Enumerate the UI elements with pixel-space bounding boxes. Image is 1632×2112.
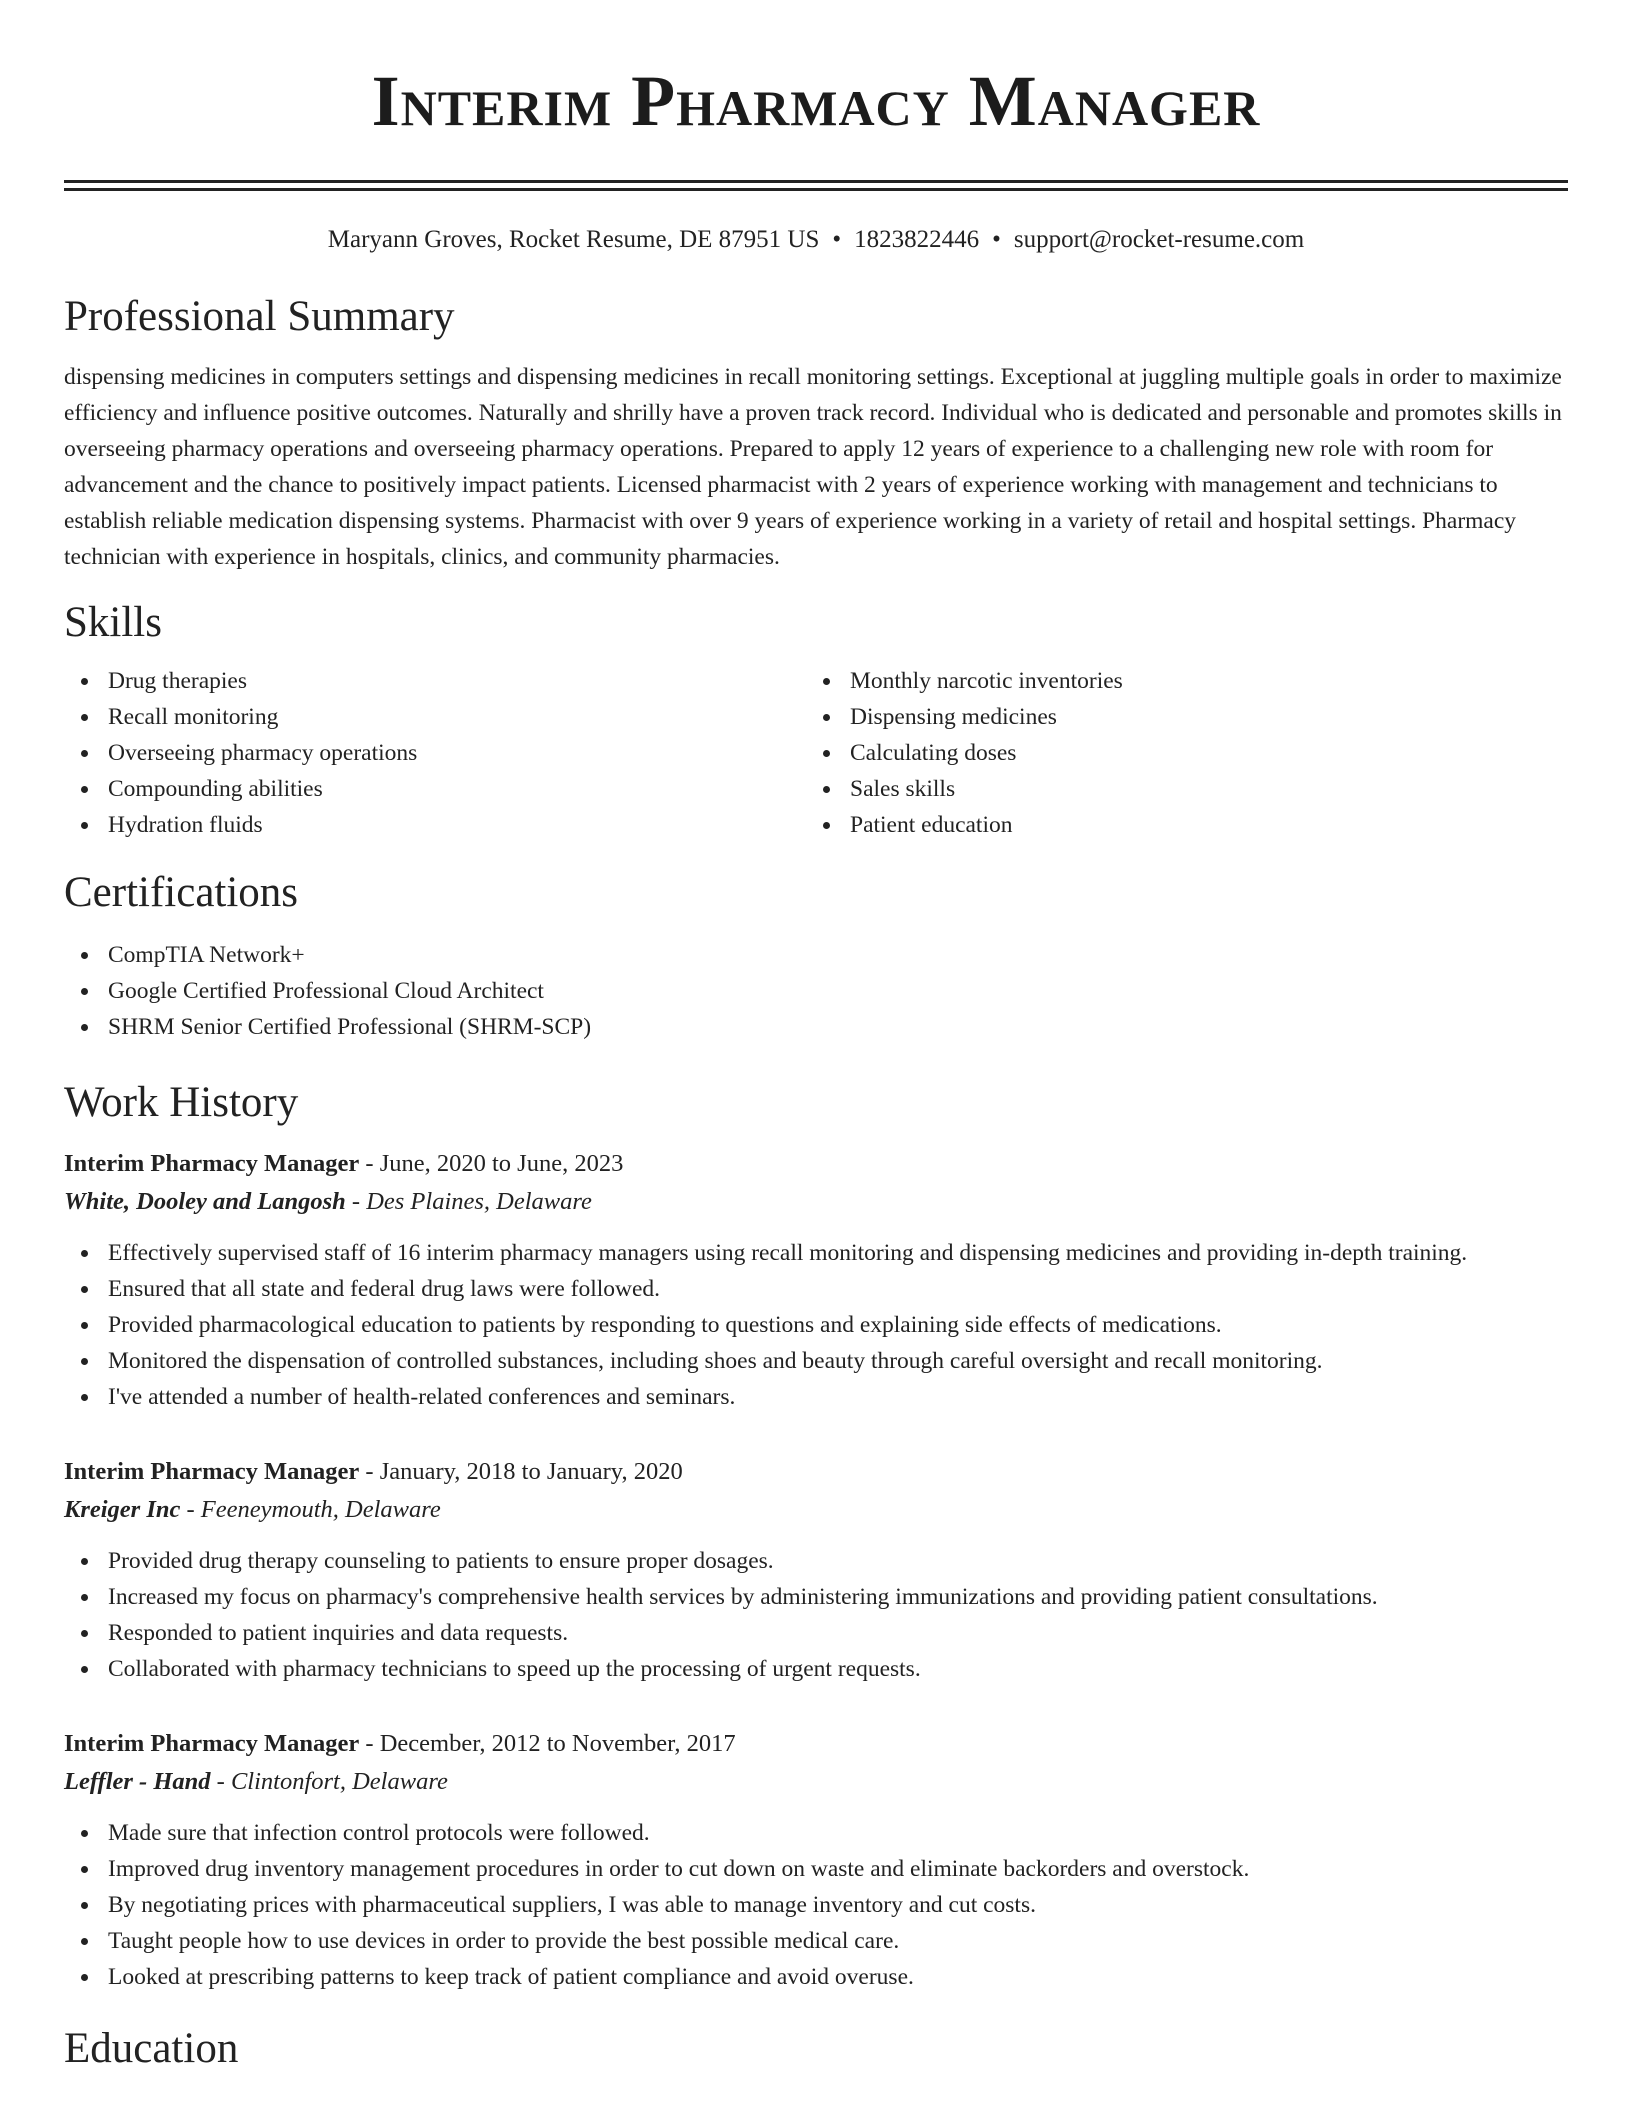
job-header: Interim Pharmacy Manager - January, 2018 to January, 2020 [64, 1458, 683, 1485]
job-company: Leffler - Hand [64, 1768, 211, 1795]
skill-item: Patient education [806, 807, 1548, 843]
job-bullet: Provided drug therapy counseling to patients to ensure proper dosages. [64, 1543, 1568, 1579]
job-location: Clintonfort, Delaware [230, 1768, 448, 1795]
skill-item: Recall monitoring [64, 699, 806, 735]
certification-item: SHRM Senior Certified Professional (SHRM-SCP) [64, 1009, 1568, 1045]
job-entry [64, 1145, 1568, 1415]
skills-section [64, 597, 1568, 843]
skill-item: Drug therapies [64, 663, 806, 699]
job-entry [64, 1453, 1568, 1687]
job-bullet: Ensured that all state and federal drug laws were followed. [64, 1271, 1568, 1307]
certification-item: Google Certified Professional Cloud Architect [64, 973, 1568, 1009]
skill-item: Sales skills [806, 771, 1548, 807]
job-title: Interim Pharmacy Manager [64, 1730, 360, 1757]
job-bullet: Collaborated with pharmacy technicians to speed up the processing of urgent requests. [64, 1651, 1568, 1687]
summary-section [64, 291, 1568, 575]
skill-item: Overseeing pharmacy operations [64, 735, 806, 771]
job-dates: December, 2012 to November, 2017 [379, 1730, 736, 1757]
job-bullets [64, 1543, 1568, 1687]
resume-title: Interim Pharmacy Manager [371, 61, 1261, 141]
summary-text: dispensing medicines in computers settings and dispensing medicines in recall monitoring settings. Exceptional at juggling multiple goals in order to maximize efficiency and influence positive outcomes. Naturally and shrilly have a proven track record. Individual who is dedicated and personable and promotes skills in overseeing pharmacy operations and overseeing pharmacy operations. Prepared to apply 12 years of experience to a challenging new role with room for advancement and the chance to positively impact patients. Licensed pharmacist with 2 years of experience working with management and technicians to establish reliable medication dispensing systems. Pharmacist with over 9 years of experience working in a variety of retail and hospital settings. Pharmacy technician with experience in hospitals, clinics, and community pharmacies. [64, 364, 1562, 570]
skill-item: Hydration fluids [64, 807, 806, 843]
job-title: Interim Pharmacy Manager [64, 1458, 360, 1485]
summary-heading: Professional Summary [64, 293, 455, 340]
job-employer: White, Dooley and Langosh - Des Plaines, Delaware [64, 1188, 592, 1215]
skills-list-left [64, 663, 806, 843]
job-title: Interim Pharmacy Manager [64, 1150, 360, 1177]
education-section [64, 2023, 1568, 2075]
job-header: Interim Pharmacy Manager - December, 2012 to November, 2017 [64, 1730, 736, 1757]
contact-line [64, 225, 1568, 255]
education-heading: Education [64, 2025, 239, 2072]
work-history-heading: Work History [64, 1079, 299, 1126]
job-bullet: Made sure that infection control protocols were followed. [64, 1815, 1568, 1851]
job-dates: January, 2018 to January, 2020 [379, 1458, 683, 1485]
job-bullet: Looked at prescribing patterns to keep track of patient compliance and avoid overuse. [64, 1959, 1568, 1995]
job-bullet: By negotiating prices with pharmaceutical suppliers, I was able to manage inventory and cut costs. [64, 1887, 1568, 1923]
contact-separator: • [832, 226, 842, 253]
job-bullet: I've attended a number of health-related conferences and seminars. [64, 1379, 1568, 1415]
job-location: Feeneymouth, Delaware [200, 1496, 441, 1523]
skill-item: Calculating doses [806, 735, 1548, 771]
certifications-section [64, 867, 1568, 1045]
job-dates: June, 2020 to June, 2023 [379, 1150, 624, 1177]
job-bullets [64, 1235, 1568, 1415]
job-bullet: Improved drug inventory management procedures in order to cut down on waste and eliminate backorders and overstock. [64, 1851, 1568, 1887]
certification-item: CompTIA Network+ [64, 937, 1568, 973]
job-bullet: Increased my focus on pharmacy's comprehensive health services by administering immunizations and providing patient consultations. [64, 1579, 1568, 1615]
job-employer: Leffler - Hand - Clintonfort, Delaware [64, 1768, 448, 1795]
skills-heading: Skills [64, 599, 162, 646]
job-bullet: Taught people how to use devices in order to provide the best possible medical care. [64, 1923, 1568, 1959]
job-company: Kreiger Inc [64, 1496, 181, 1523]
skills-list-right [806, 663, 1548, 843]
certifications-heading: Certifications [64, 869, 299, 916]
contact-phone: 1823822446 [854, 226, 980, 253]
job-bullet: Responded to patient inquiries and data requests. [64, 1615, 1568, 1651]
skills-grid [64, 663, 1568, 843]
skill-item: Compounding abilities [64, 771, 806, 807]
job-header: Interim Pharmacy Manager - June, 2020 to June, 2023 [64, 1150, 624, 1177]
skill-item: Monthly narcotic inventories [806, 663, 1548, 699]
contact-email: support@rocket-resume.com [1013, 226, 1305, 253]
job-company: White, Dooley and Langosh [64, 1188, 346, 1215]
contact-address: Maryann Groves, Rocket Resume, DE 87951 US [327, 226, 820, 253]
job-employer: Kreiger Inc - Feeneymouth, Delaware [64, 1496, 441, 1523]
certifications-list [64, 937, 1568, 1045]
job-bullet: Provided pharmacological education to patients by responding to questions and explaining side effects of medications. [64, 1307, 1568, 1343]
job-bullet: Effectively supervised staff of 16 interim pharmacy managers using recall monitoring and dispensing medicines and providing in-depth training. [64, 1235, 1568, 1271]
skill-item: Dispensing medicines [806, 699, 1548, 735]
job-location: Des Plaines, Delaware [366, 1188, 592, 1215]
contact-separator: • [992, 226, 1001, 253]
job-bullet: Monitored the dispensation of controlled substances, including shoes and beauty through careful oversight and recall monitoring. [64, 1343, 1568, 1379]
job-entry [64, 1725, 1568, 1995]
job-bullets [64, 1815, 1568, 1995]
work-history-section [64, 1077, 1568, 1995]
title-divider [64, 180, 1568, 191]
